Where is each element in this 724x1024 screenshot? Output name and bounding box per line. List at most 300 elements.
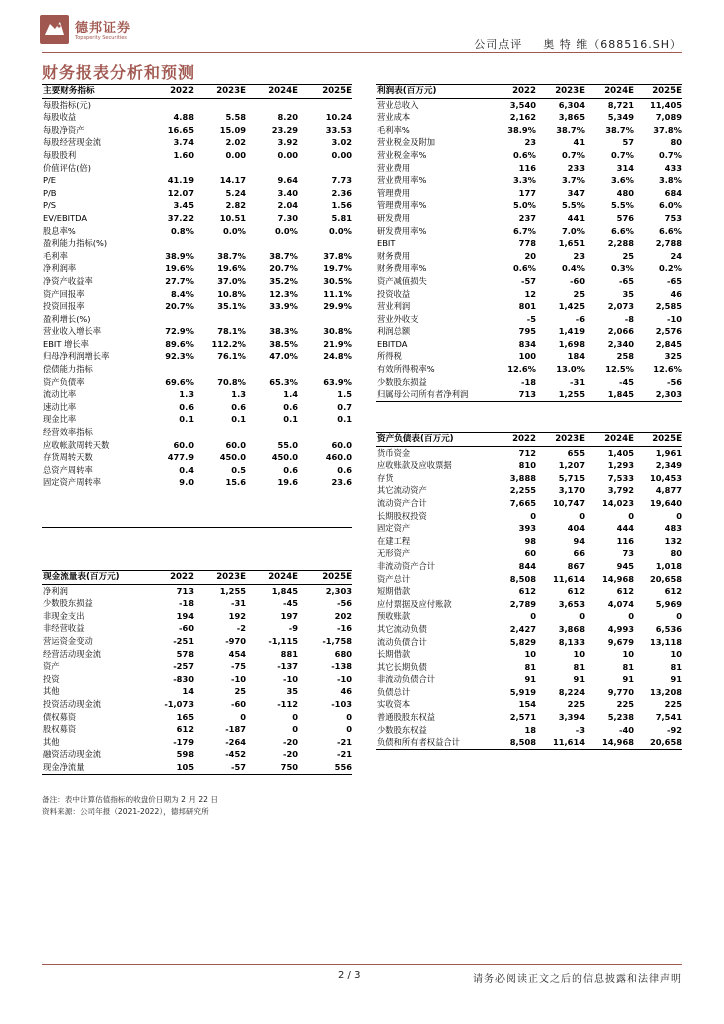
row-label: 存货周转天数 — [43, 452, 93, 463]
cell-value: 1,845 — [271, 585, 298, 596]
cell-value: 0.2% — [658, 263, 682, 274]
cell-value: 4,993 — [607, 623, 634, 634]
cell-value: 37.22 — [167, 212, 194, 223]
cell-value — [142, 98, 194, 111]
cell-value: 37.8% — [323, 250, 352, 261]
cell-value: -138 — [331, 661, 352, 672]
cell-value: 81 — [622, 661, 634, 672]
cell-value: 5,829 — [509, 636, 536, 647]
cell-value — [298, 426, 352, 439]
row-label: 预收账款 — [377, 611, 411, 622]
cell-value: 3.45 — [173, 200, 194, 211]
cell-value: 2.36 — [331, 187, 352, 198]
cell-value: 441 — [567, 212, 585, 223]
table-row — [376, 300, 682, 313]
table-row — [42, 413, 352, 426]
cell-value: 2,788 — [655, 238, 682, 249]
cell-value: 450.0 — [271, 452, 298, 463]
cell-value: 867 — [567, 560, 585, 571]
row-label: 营业总收入 — [377, 99, 419, 110]
page-number: 2 / 3 — [338, 970, 361, 981]
cell-value: 844 — [518, 560, 536, 571]
cell-value: 81 — [524, 661, 536, 672]
table-row — [376, 724, 682, 737]
row-label — [42, 502, 142, 515]
cell-value: 10 — [573, 649, 585, 660]
cell-value: -92 — [667, 724, 682, 735]
cell-value: 38.7% — [269, 250, 298, 261]
row-label: 其他 — [43, 736, 60, 747]
row-label: 长期股权投资 — [377, 510, 427, 521]
cell-value: 80 — [670, 548, 682, 559]
row-label: 盈利能力指标(%) — [43, 238, 108, 249]
cell-value: 778 — [518, 238, 536, 249]
cell-value: -9 — [288, 623, 298, 634]
table-row — [376, 325, 682, 338]
cell-value: 8,508 — [509, 573, 536, 584]
row-label — [42, 489, 142, 502]
table-row — [42, 136, 352, 149]
cell-value — [246, 363, 298, 376]
cell-value: 0.8% — [170, 225, 194, 236]
cell-value — [298, 162, 352, 175]
cell-value: 197 — [280, 610, 298, 621]
row-label: 利润总额 — [377, 326, 411, 337]
cell-value: 7,533 — [607, 472, 634, 483]
cell-value: -10 — [283, 673, 298, 684]
cell-value: 9.64 — [277, 175, 298, 186]
cell-value: 20.7% — [269, 263, 298, 274]
cell-value: 154 — [518, 699, 536, 710]
table-header-row — [42, 85, 352, 99]
cell-value: 3,868 — [558, 623, 585, 634]
cell-value: 194 — [176, 610, 194, 621]
cell-value: 1,845 — [585, 388, 634, 401]
table-row — [376, 673, 682, 686]
row-label: 投资收益 — [377, 288, 411, 299]
row-label: 营业外收支 — [377, 313, 419, 324]
cell-value: -10 — [337, 673, 352, 684]
cell-value: -60 — [179, 623, 194, 634]
table-row — [42, 98, 352, 111]
cell-value: -56 — [667, 376, 682, 387]
cell-value: 4,877 — [655, 485, 682, 496]
cell-value: 7,665 — [509, 497, 536, 508]
column-header: 2023E — [536, 433, 585, 447]
cell-value: 0 — [676, 510, 682, 521]
cell-value: 98 — [524, 535, 536, 546]
table-row — [376, 686, 682, 699]
cell-value: 19,640 — [649, 497, 682, 508]
table-row — [376, 212, 682, 225]
cell-value: 12.6% — [653, 364, 682, 375]
table-row — [376, 124, 682, 137]
cell-value: 393 — [518, 523, 536, 534]
cell-value: 612 — [518, 586, 536, 597]
column-header: 2024E — [585, 433, 634, 447]
table-row — [376, 446, 682, 459]
cell-value: 5.81 — [331, 212, 352, 223]
row-label: 普通股股东权益 — [377, 712, 436, 723]
note-source: 资料来源：公司年报（2021-2022），德邦研究所 — [42, 807, 209, 816]
table-row — [42, 597, 352, 610]
cell-value: -137 — [277, 661, 298, 672]
cell-value: 8,224 — [558, 686, 585, 697]
cell-value — [246, 237, 298, 250]
table-row — [42, 111, 352, 124]
cell-value: -21 — [337, 749, 352, 760]
row-label: 归母净利润增长率 — [43, 351, 110, 362]
cell-value: 14,023 — [601, 497, 634, 508]
cell-value: 10.24 — [325, 112, 352, 123]
cell-value: 11,614 — [536, 736, 585, 749]
cell-value: 12.5% — [605, 364, 634, 375]
cell-value: -10 — [231, 673, 246, 684]
table-row — [42, 388, 352, 401]
cell-value — [298, 363, 352, 376]
cell-value: 3,394 — [558, 712, 585, 723]
row-label: 货币资金 — [377, 447, 411, 458]
cell-value: 233 — [567, 162, 585, 173]
cell-value: 8.4% — [170, 288, 194, 299]
table-row — [42, 325, 352, 338]
table-row — [376, 560, 682, 573]
table-row — [42, 723, 352, 736]
table-row — [42, 237, 352, 250]
cell-value: 30.5% — [323, 275, 352, 286]
table-row — [376, 149, 682, 162]
cell-value: -6 — [575, 313, 585, 324]
table-row — [42, 736, 352, 749]
table-row — [376, 698, 682, 711]
table-row — [42, 401, 352, 414]
cell-value: 21.9% — [323, 338, 352, 349]
cell-value: 480 — [616, 187, 634, 198]
cell-value: 60.0 — [173, 439, 194, 450]
cell-value: -5 — [526, 313, 536, 324]
cell-value: 237 — [518, 212, 536, 223]
row-label: 负债总计 — [377, 686, 411, 697]
logo-name-en: Topsperity Securities — [75, 35, 127, 41]
cell-value: 7.30 — [277, 212, 298, 223]
cell-value: 2,288 — [607, 238, 634, 249]
cell-value: 0.1 — [283, 414, 298, 425]
table-row — [42, 363, 352, 376]
row-label: 流动比率 — [43, 389, 77, 400]
cell-value: 105 — [142, 761, 194, 774]
cell-value: 30.8% — [323, 326, 352, 337]
cell-value: 14.17 — [219, 175, 246, 186]
cell-value: 7.73 — [331, 175, 352, 186]
cell-value: 0.6 — [179, 401, 194, 412]
cell-value: 8,721 — [607, 99, 634, 110]
table-row — [376, 472, 682, 485]
cell-value: 1,018 — [655, 560, 682, 571]
cell-value: 6.6% — [610, 225, 634, 236]
row-label: 资产负债率 — [43, 376, 85, 387]
cell-value: 15.09 — [219, 124, 246, 135]
cell-value: 20,658 — [649, 573, 682, 584]
column-header: 2022 — [142, 85, 194, 99]
cell-value: 24.8% — [323, 351, 352, 362]
cell-value — [246, 489, 298, 502]
table-row — [376, 459, 682, 472]
cell-value: 612 — [176, 724, 194, 735]
cell-value: 3.8% — [658, 175, 682, 186]
table-row — [376, 187, 682, 200]
row-label: 财务费用 — [377, 250, 411, 261]
cell-value: 433 — [664, 162, 682, 173]
row-label: 营业费用 — [377, 162, 411, 173]
table-row — [376, 250, 682, 263]
row-label: EBIT 增长率 — [43, 338, 89, 349]
cell-value — [194, 313, 246, 326]
cell-value: 10,453 — [649, 472, 682, 483]
cell-value: 80 — [670, 137, 682, 148]
cell-value — [246, 313, 298, 326]
cell-value: 11.1% — [323, 288, 352, 299]
row-label: 流动资产合计 — [377, 497, 427, 508]
cell-value: -8 — [624, 313, 634, 324]
cell-value: 0.7% — [561, 149, 585, 160]
cell-value: 55.0 — [277, 439, 298, 450]
cell-value: 1,698 — [558, 338, 585, 349]
row-label: EBITDA — [377, 338, 408, 349]
row-label: 少数股东损益 — [43, 598, 93, 609]
cell-value: 750 — [246, 761, 298, 774]
row-label — [42, 514, 142, 527]
table-row — [42, 761, 352, 774]
cell-value: 14,968 — [585, 736, 634, 749]
cell-value: 1,293 — [607, 460, 634, 471]
column-header: 2023E — [194, 85, 246, 99]
cell-value — [142, 162, 194, 175]
column-header: 2025E — [298, 85, 352, 99]
table-row — [42, 514, 352, 527]
table-row — [376, 510, 682, 523]
cell-value: 2,585 — [655, 301, 682, 312]
table-row — [376, 225, 682, 238]
cell-value: 2,789 — [509, 598, 536, 609]
cell-value: 10 — [524, 649, 536, 660]
table-header-row — [42, 571, 352, 585]
cell-value: 3,888 — [509, 472, 536, 483]
cell-value — [298, 489, 352, 502]
cell-value: 0.1 — [231, 414, 246, 425]
cell-value: 19.6% — [217, 263, 246, 274]
cell-value: 37.0% — [217, 275, 246, 286]
cell-value: -20 — [283, 749, 298, 760]
cell-value: 0.1 — [337, 414, 352, 425]
cell-value: 9.0 — [179, 477, 194, 488]
column-header: 2025E — [634, 433, 682, 447]
table-row — [42, 489, 352, 502]
cell-value: -264 — [225, 736, 246, 747]
cell-value — [194, 514, 246, 527]
cell-value: 0.3% — [610, 263, 634, 274]
cell-value: 612 — [616, 586, 634, 597]
cell-value: 810 — [518, 460, 536, 471]
cell-value: 66 — [573, 548, 585, 559]
cell-value: 1.56 — [331, 200, 352, 211]
row-label: 总资产周转率 — [43, 464, 93, 475]
cell-value: 41 — [573, 137, 585, 148]
cell-value: 24 — [670, 250, 682, 261]
cell-value — [142, 514, 194, 527]
key-metrics-table — [42, 84, 352, 528]
column-header: 2024E — [246, 571, 298, 585]
cell-value: 3.74 — [173, 137, 194, 148]
column-header: 2024E — [246, 85, 298, 99]
cell-value: 60 — [524, 548, 536, 559]
cell-value — [246, 426, 298, 439]
table-row — [376, 661, 682, 674]
table-row — [42, 225, 352, 238]
cell-value: 2.04 — [277, 200, 298, 211]
cell-value: 325 — [664, 351, 682, 362]
cell-value: 1,405 — [607, 447, 634, 458]
table-row — [42, 622, 352, 635]
cell-value: -57 — [194, 761, 246, 774]
cell-value: 10.8% — [217, 288, 246, 299]
cell-value: 3.7% — [561, 175, 585, 186]
row-label: P/B — [43, 187, 57, 198]
cell-value: 12.6% — [507, 364, 536, 375]
cell-value: 116 — [518, 162, 536, 173]
cell-value — [142, 363, 194, 376]
row-label: 现金比率 — [43, 414, 77, 425]
row-label: 研发费用 — [377, 212, 411, 223]
cell-value: -45 — [283, 598, 298, 609]
cell-value: 38.5% — [269, 338, 298, 349]
cell-value: 5.0% — [512, 200, 536, 211]
cell-value: 314 — [616, 162, 634, 173]
cell-value: 165 — [176, 711, 194, 722]
row-label: 价值评估(倍) — [43, 162, 91, 173]
cell-value: 14 — [182, 686, 194, 697]
table-row — [42, 698, 352, 711]
cell-value: 1,255 — [219, 585, 246, 596]
table-row — [376, 711, 682, 724]
footer-divider — [42, 964, 682, 965]
cell-value: 225 — [664, 699, 682, 710]
row-label: 非流动资产合计 — [377, 560, 436, 571]
table-row — [376, 573, 682, 586]
table-row — [42, 162, 352, 175]
table-row — [42, 174, 352, 187]
table-row — [42, 464, 352, 477]
cell-value: 612 — [664, 586, 682, 597]
cell-value: 0.6 — [283, 464, 298, 475]
cell-value: -257 — [173, 661, 194, 672]
cell-value: 3,653 — [558, 598, 585, 609]
cell-value: 10 — [622, 649, 634, 660]
column-header: 2022 — [490, 433, 536, 447]
cell-value: 1,255 — [536, 388, 585, 401]
cell-value: 0.00 — [225, 149, 246, 160]
cell-value: 57 — [622, 137, 634, 148]
table-title: 利润表(百万元) — [376, 85, 490, 99]
cell-value: 1,425 — [558, 301, 585, 312]
cell-value: 0.6 — [337, 464, 352, 475]
cell-value — [298, 514, 352, 527]
cell-value: 94 — [573, 535, 585, 546]
row-label: 净资产收益率 — [43, 275, 93, 286]
cell-value: 5,919 — [509, 686, 536, 697]
cell-value: 0 — [579, 510, 585, 521]
cash-flow-table — [42, 570, 352, 775]
row-label: 偿债能力指标 — [43, 364, 93, 375]
cell-value: 19.7% — [323, 263, 352, 274]
table-row — [42, 288, 352, 301]
cell-value: 91 — [622, 674, 634, 685]
column-header: 2025E — [298, 571, 352, 585]
cell-value: 3,792 — [607, 485, 634, 496]
cell-value — [298, 502, 352, 515]
row-label: 净利润率 — [43, 263, 77, 274]
cell-value: 23.29 — [271, 124, 298, 135]
cell-value: 20 — [524, 250, 536, 261]
row-label: 债权募资 — [43, 711, 77, 722]
cell-value: 2,349 — [655, 460, 682, 471]
cell-value — [194, 98, 246, 111]
tiger-logo-icon — [40, 15, 69, 44]
cell-value — [142, 237, 194, 250]
section-title: 财务报表分析和预测 — [42, 63, 196, 82]
cell-value: -16 — [337, 623, 352, 634]
cell-value: -251 — [173, 635, 194, 646]
table-title: 资产负债表(百万元) — [376, 433, 490, 447]
cell-value: 91 — [670, 674, 682, 685]
cell-value: 1.5 — [337, 389, 352, 400]
row-label: 应付票据及应付账款 — [377, 598, 452, 609]
cell-value: 3,865 — [558, 112, 585, 123]
row-label: P/E — [43, 175, 57, 186]
row-label: EBIT — [377, 238, 396, 249]
cell-value: 6.6% — [658, 225, 682, 236]
cell-value: 132 — [664, 535, 682, 546]
cell-value: 3.02 — [331, 137, 352, 148]
column-header: 2022 — [142, 571, 194, 585]
cell-value: 0 — [628, 510, 634, 521]
row-label: 融资活动现金流 — [43, 749, 102, 760]
cell-value: 0.00 — [277, 149, 298, 160]
cell-value: 1,207 — [558, 460, 585, 471]
cell-value: -103 — [331, 698, 352, 709]
row-label: 营业收入增长率 — [43, 326, 102, 337]
cell-value: 598 — [176, 749, 194, 760]
cell-value: 10.51 — [219, 212, 246, 223]
cell-value: 801 — [518, 301, 536, 312]
cell-value: 23 — [524, 137, 536, 148]
row-label: 管理费用 — [377, 187, 411, 198]
cell-value: 655 — [567, 447, 585, 458]
table-row — [376, 237, 682, 250]
table-row — [42, 376, 352, 389]
cell-value: 795 — [518, 326, 536, 337]
company-logo — [40, 15, 190, 45]
cell-value: 112.2% — [211, 338, 246, 349]
row-label: 盈利增长(%) — [43, 313, 91, 324]
table-row — [42, 212, 352, 225]
cell-value: 0.0% — [274, 225, 298, 236]
cell-value: -179 — [173, 736, 194, 747]
table-row — [376, 199, 682, 212]
row-label: P/S — [43, 200, 57, 211]
cell-value: 5,715 — [558, 472, 585, 483]
row-label: 投资 — [43, 673, 60, 684]
cell-value: -57 — [521, 275, 536, 286]
